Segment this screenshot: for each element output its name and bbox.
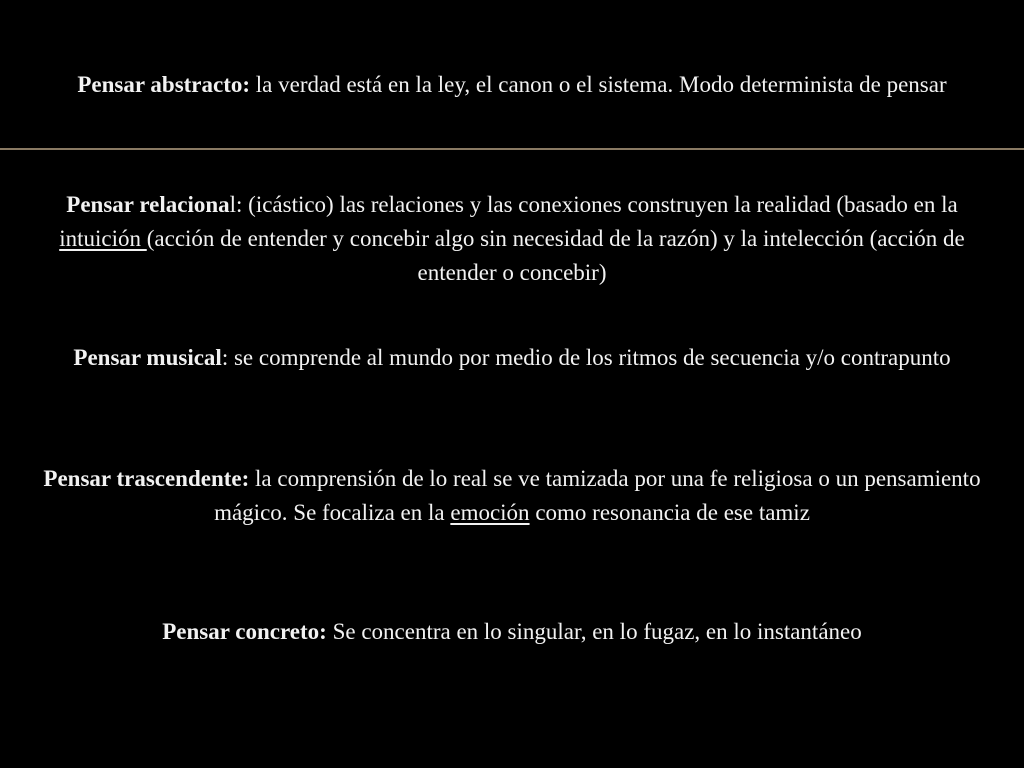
paragraph-pensar-concreto [40, 615, 984, 649]
term-pensar-musical: Pensar musical [73, 345, 222, 370]
link-emocion[interactable]: emoción [450, 500, 530, 525]
term-pensar-trascendente: Pensar trascendente: [43, 466, 250, 491]
text-pensar-abstracto: la verdad está en la ley, el canon o el sistema. Modo determinista de pensar [250, 72, 947, 97]
paragraph-pensar-musical [40, 341, 984, 375]
term-pensar-relacional: Pensar relaciona [66, 192, 230, 217]
text-pensar-relacional-1: l: (icástico) las relaciones y las conexiones construyen la realidad (basado en la [229, 192, 958, 217]
paragraph-pensar-abstracto [40, 68, 984, 102]
divider-line [0, 148, 1024, 150]
paragraph-pensar-trascendente [40, 462, 984, 530]
text-pensar-trascendente-1: la comprensión de lo real se ve tamizada por una fe religiosa o un pensamiento mágico. Se focaliza en la [214, 466, 981, 525]
text-pensar-musical: : se comprende al mundo por medio de los ritmos de secuencia y/o contrapunto [221, 345, 951, 370]
text-pensar-relacional-2: (acción de entender y concebir algo sin necesidad de la razón) y la intelección (acción de entender o concebir) [146, 226, 965, 285]
paragraph-pensar-relacional [40, 188, 984, 290]
term-pensar-abstracto: Pensar abstracto: [77, 72, 251, 97]
link-intuicion[interactable]: intuición [59, 226, 147, 251]
text-pensar-trascendente-2: como resonancia de ese tamiz [529, 500, 810, 525]
text-pensar-concreto: Se concentra en lo singular, en lo fugaz, en lo instantáneo [326, 619, 862, 644]
term-pensar-concreto: Pensar concreto: [162, 619, 327, 644]
